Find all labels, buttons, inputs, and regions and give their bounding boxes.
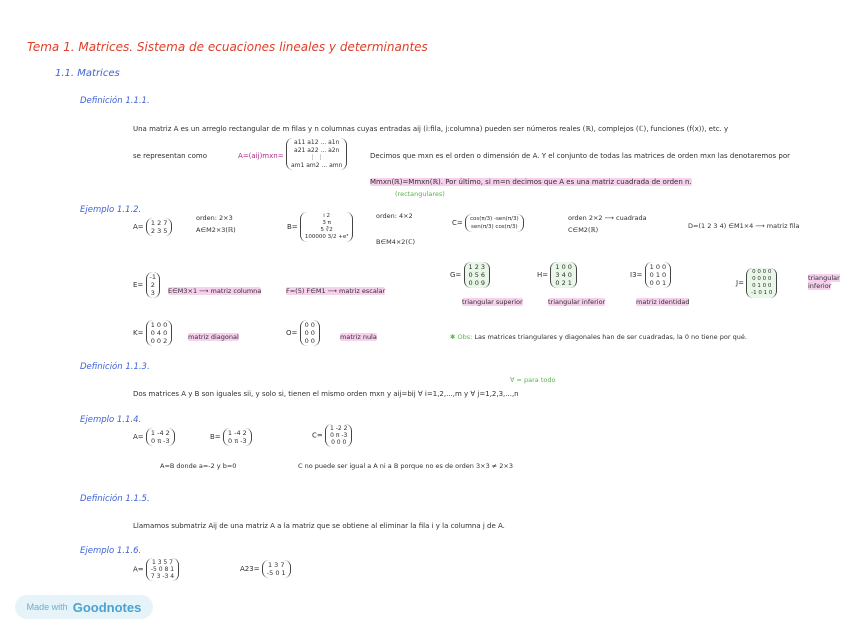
goodnotes-logo-text: Goodnotes: [72, 599, 142, 615]
note: ∀ = para todo: [510, 376, 556, 384]
matrix-J: J= 0 0 0 0 0 0 0 0 0 1 0 0 -1 0 1 0: [736, 268, 777, 298]
matrix-K: K= 1 0 0 0 4 0 0 0 2: [133, 320, 172, 346]
order-note: E∈M3×1 ⟶ matriz columna: [168, 287, 262, 295]
definition-text: Llamamos submatriz Aij de una matriz A a la matriz que se obtiene al eliminar la fila i y la columna j de A.: [133, 522, 505, 530]
matrix-label: A=(aij)mxn=: [238, 152, 284, 160]
order-note: orden: 4×2: [376, 212, 413, 220]
matrix-B: B= 1 -4 2 0 π -3: [210, 428, 252, 446]
type-note: triangular superior: [462, 298, 523, 306]
definition-text: Dos matrices A y B son iguales sii, y solo si, tienen el mismo orden mxn y aij=bij ∀ i=1,2,...,m y ∀ j=1,2,3,...,n: [133, 390, 519, 398]
order-note: A∈M2×3(ℝ): [196, 226, 236, 234]
section-title: 1.1. Matrices: [55, 68, 120, 79]
matrix-D: D=(1 2 3 4) ∈M1×4 ⟶ matriz fila: [688, 222, 800, 230]
matrix-C: C= 1 -2 2 0 π -3 0 0 0: [312, 424, 352, 447]
submatrix-A23: A23= 1 3 7 -5 0 1: [240, 560, 291, 578]
definition-text: se representan como: [133, 152, 208, 160]
order-note: C∈M2(ℝ): [568, 226, 599, 234]
definition-text: Decimos que mxn es el orden o dimensión de A. Y el conjunto de todas las matrices de orden mxn las denotaremos por: [370, 152, 790, 160]
definition-label: Definición 1.1.3.: [80, 362, 150, 372]
made-with-label: Made with: [26, 602, 68, 612]
matrix-C: C= cos(π/3) -sen(π/3) sen(π/3) cos(π/3): [452, 214, 524, 232]
matrix-A: A= 1 2 7 2 3 5: [133, 218, 172, 236]
matrix-B: B= i 2 3 π 5 ∛2 100000 3/2 +e³: [287, 212, 353, 242]
definition-label: Definición 1.1.1.: [80, 96, 150, 106]
example-label: Ejemplo 1.1.4.: [80, 415, 142, 425]
type-note: matriz identidad: [636, 298, 690, 306]
matrix-A: A= 1 3 5 7 -5 0 8 1 7 3 -3 4: [133, 558, 179, 581]
type-note: triangular inferior: [808, 274, 840, 290]
matrix-E: E= -1 2 3: [133, 272, 160, 298]
matrix-H: H= 1 0 0 3 4 0 0 2 1: [537, 262, 577, 288]
example-label: Ejemplo 1.1.2.: [80, 205, 142, 215]
goodnotes-badge[interactable]: [15, 595, 153, 619]
observation: ✱ Obs: Las matrices triangulares y diagonales han de ser cuadradas, la 0 no tiene por qué.: [450, 333, 747, 341]
matrix-A: A= 1 -4 2 0 π -3: [133, 428, 175, 446]
definition-label: Definición 1.1.5.: [80, 494, 150, 504]
order-note: B∈M4×2(ℂ): [376, 238, 416, 246]
matrix-I: I3= 1 0 0 0 1 0 0 0 1: [630, 262, 671, 288]
matrix-O: O= 0 0 0 0 0 0: [286, 320, 320, 346]
matrix-G: G= 1 2 3 0 5 6 0 0 9: [450, 262, 490, 288]
order-note: orden: 2×3: [196, 214, 233, 222]
type-note: matriz nula: [340, 333, 377, 341]
example-text: C no puede ser igual a A ni a B porque no es de orden 3×3 ≠ 2×3: [298, 462, 513, 470]
definition-text: Mmxn(ℝ)=Mmxn(ℝ). Por último, si m=n decimos que A es una matriz cuadrada de orden n.: [370, 178, 692, 186]
order-note: orden 2×2 ⟶ cuadrada: [568, 214, 647, 222]
topic-title: Tema 1. Matrices. Sistema de ecuaciones lineales y determinantes: [27, 40, 428, 54]
generic-matrix: a11 a12 ... a1n a21 a22 ... a2n ⋮ ⋮ am1 am2 ... amn: [286, 138, 347, 170]
definition-text: Una matriz A es un arreglo rectangular de m filas y n columnas cuyas entradas aij (i:fila, j:columna) pueden ser números reales (ℝ), complejos (ℂ), funciones (f(x)), etc. y: [133, 125, 729, 133]
note: (rectangulares): [395, 190, 445, 198]
type-note: triangular inferior: [548, 298, 606, 306]
example-text: A=B donde a=-2 y b=0: [160, 462, 237, 470]
example-label: Ejemplo 1.1.6.: [80, 546, 142, 556]
matrix-F: F=(5) F∈M1 ⟶ matriz escalar: [286, 287, 386, 295]
type-note: matriz diagonal: [188, 333, 239, 341]
